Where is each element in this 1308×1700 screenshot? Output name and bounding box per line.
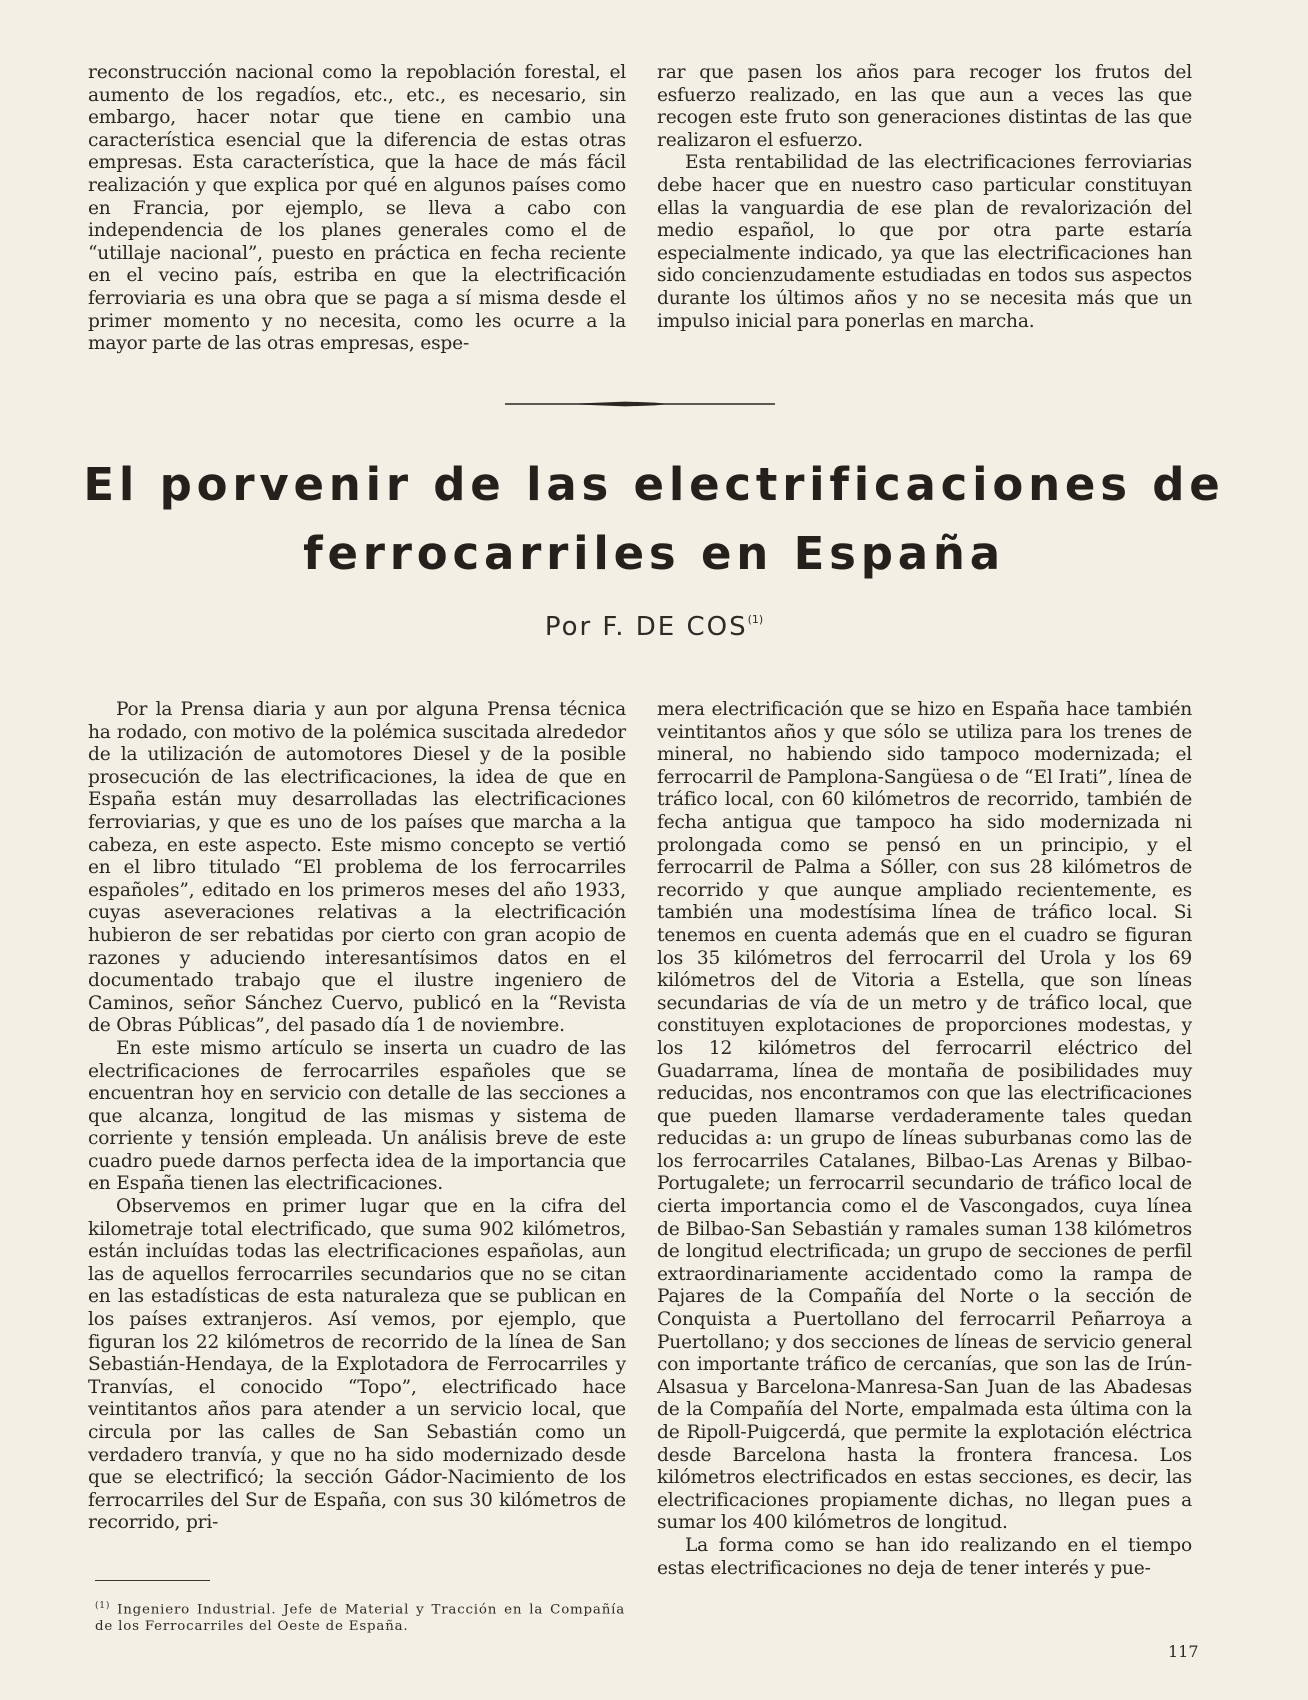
top-right-column <box>657 62 1192 333</box>
page-number: 117 <box>1168 1642 1199 1661</box>
paragraph: En este mismo artículo se inserta un cuadro de las electrificaciones de ferrocarriles españoles que se encuentran hoy en servicio con detalle de las secciones a que alcanza, longitud de las mismas y sistema de corriente y tensión empleada. Un análisis breve de este cuadro puede darnos perfecta idea de la importancia que en España tienen las electrificaciones. <box>88 1037 626 1195</box>
paragraph: rar que pasen los años para recoger los frutos del esfuerzo realizado, en las que aun a veces las que recogen este fruto son generaciones distintas de las que realizaron el esfuerzo. <box>657 62 1192 151</box>
footnote-marker: (1) <box>95 1601 111 1611</box>
paragraph: Observemos en primer lugar que en la cifra del kilometraje total electrificado, que suma 902 kilómetros, están incluídas todas las electrificaciones españolas, aun las de aquellos ferrocarriles secundarios que no se citan en las estadísticas de esta naturaleza que se publican en los países extranjeros. Así vemos, por ejemplo, que figuran los 22 kilómetros de recorrido de la línea de San Sebastián-Hendaya, de la Explotadora de Ferrocarriles y Tranvías, el conocido “Topo”, electrificado hace veintitantos años para atender a un servicio local, que circula por las calles de San Sebastián como un verdadero tranvía, y que no ha sido modernizado desde que se electrificó; la sección Gádor-Nacimiento de los ferrocarriles del Sur de España, con sus 30 kilómetros de recorrido, pri- <box>88 1196 626 1534</box>
section-divider-ornament <box>505 398 775 410</box>
byline <box>0 612 1308 642</box>
body-left-column <box>88 699 626 1535</box>
footnote-rule <box>95 1580 210 1581</box>
paragraph: Por la Prensa diaria y aun por alguna Prensa técnica ha rodado, con motivo de la polémica suscitada alrededor de la utilización de automotores Diesel y de la posible prosecución de las electrificaciones, la idea de que en España están muy desarrolladas las electrificaciones ferroviarias, y que es uno de los países que marcha a la cabeza, en este aspecto. Este mismo concepto se vertió en el libro titulado “El problema de los ferrocarriles españoles”, editado en los primeros meses del año 1933, cuyas aseveraciones relativas a la electrificación hubieron de ser rebatidas por cierto con gran acopio de razones y aduciendo interesantísimos datos en el documentado trabajo que el ilustre ingeniero de Caminos, señor Sánchez Cuervo, publicó en la “Revista de Obras Públicas”, del pasado día 1 de noviembre. <box>88 699 626 1037</box>
top-left-column <box>88 62 626 356</box>
paragraph: reconstrucción nacional como la repoblación forestal, el aumento de los regadíos, etc., etc., es necesario, sin embargo, hacer notar que tiene en cambio una característica esencial que la diferencia de estas otras empresas. Esta característica, que la hace de más fácil realización y que explica por qué en algunos países como en Francia, por ejemplo, se lleva a cabo con independencia de los planes generales como el de “utillaje nacional”, puesto en práctica en fecha reciente en el vecino país, estriba en que la electrificación ferroviaria es una obra que se paga a sí misma desde el primer momento y no necesita, como les ocurre a la mayor parte de las otras empresas, espe- <box>88 62 626 355</box>
footnote <box>95 1598 625 1635</box>
title-line: El porvenir de las electrificaciones de <box>83 458 1225 511</box>
footnote-ref: (1) <box>747 613 764 626</box>
body-right-column <box>657 699 1192 1580</box>
article-title <box>60 450 1248 588</box>
paragraph: La forma como se han ido realizando en el tiempo estas electrificaciones no deja de tener interés y pue- <box>657 1534 1192 1579</box>
title-line: ferrocarriles en España <box>303 527 1005 580</box>
footnote-text: Ingeniero Industrial. Jefe de Material y Tracción en la Compañía de los Ferrocarriles del Oeste de España. <box>95 1602 625 1635</box>
paragraph: mera electrificación que se hizo en España hace también veintitantos años y que sólo se utiliza para los trenes de mineral, no habiendo sido tampoco modernizada; el ferrocarril de Pamplona-Sangüesa o de “El Irati”, línea de tráfico local, con 60 kilómetros de recorrido, también de fecha antigua que tampoco ha sido modernizada ni prolongada como se pensó en un principio, y el ferrocarril de Palma a Sóller, con sus 28 kilómetros de recorrido y que aunque ampliado recientemente, es también una modestísima línea de tráfico local. Si tenemos en cuenta además que en el cuadro se figuran los 35 kilómetros del ferrocarril del Urola y los 69 kilómetros del de Vitoria a Estella, que son líneas secundarias de vía de un metro y de tráfico local, que constituyen explotaciones de proporciones modestas, y los 12 kilómetros del ferrocarril eléctrico del Guadarrama, línea de montaña de posibilidades muy reducidas, nos encontramos con que las electrificaciones que pueden llamarse verdaderamente tales quedan reducidas a: un grupo de líneas suburbanas como las de los ferrocarriles Catalanes, Bilbao-Las Arenas y Bilbao-Portugalete; un ferrocarril secundario de tráfico local de cierta importancia como el de Vascongados, cuya línea de Bilbao-San Sebastián y ramales suman 138 kilómetros de longitud electrificada; un grupo de secciones de perfil extraordinariamente accidentado como la rampa de Pajares de la Compañía del Norte o la sección de Conquista a Puertollano del ferrocarril Peñarroya a Puertollano; y dos secciones de líneas de servicio general con importante tráfico de cercanías, que son las de Irún-Alsasua y Barcelona-Manresa-San Juan de las Abadesas de la Compañía del Norte, empalmada esta última con la de Ripoll-Puigcerdá, que permite la explotación eléctrica desde Barcelona hasta la frontera francesa. Los kilómetros electrificados en estas secciones, es decir, las electrificaciones propiamente dichas, no llegan pues a sumar los 400 kilómetros de longitud. <box>657 699 1192 1534</box>
paragraph: Esta rentabilidad de las electrificaciones ferroviarias debe hacer que en nuestro caso particular constituyan ellas la vanguardia de ese plan de revalorización del medio español, lo que por otra parte estaría especialmente indicado, ya que las electrificaciones han sido concienzudamente estudiadas en todos sus aspectos durante los últimos años y no se necesita más que un impulso inicial para ponerlas en marcha. <box>657 152 1192 332</box>
author: Por F. DE COS <box>544 612 748 642</box>
